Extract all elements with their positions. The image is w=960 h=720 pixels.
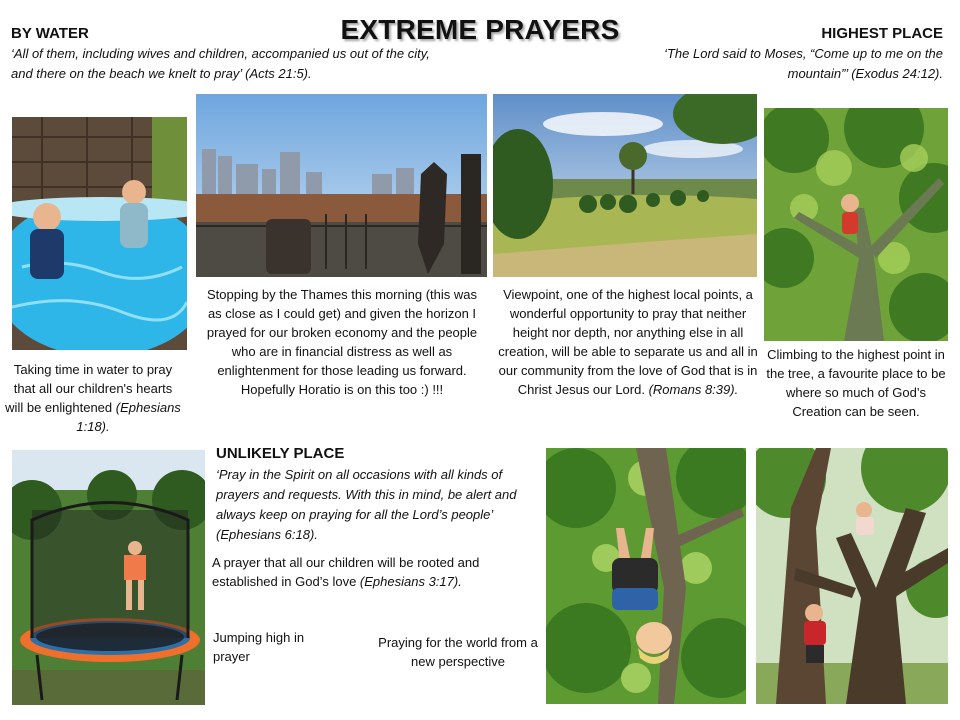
highest-place-heading: HIGHEST PLACE <box>821 25 943 42</box>
viewpoint-photo <box>493 94 757 277</box>
upside-down-caption: Praying for the world from a new perspective <box>378 635 538 669</box>
tree-climb-caption: Climbing to the highest point in the tree, a favourite place to be where so much of God’s Creation can be seen. <box>766 347 946 419</box>
pool-caption: Taking time in water to pray that all our children's hearts will be enlightened (Ephesians 1:18). <box>5 362 181 434</box>
pool-photo <box>12 117 187 350</box>
tree-climb-photo <box>764 108 948 341</box>
trampoline-caption: Jumping high in prayer <box>213 630 305 664</box>
viewpoint-caption: Viewpoint, one of the highest local points, a wonderful opportunity to pray that neither height nor depth, nor anything else in all creation, will be able to separate us and all in our community from the love of God that is in Christ Jesus our Lord. (Romans 8:39). <box>498 287 758 397</box>
upside-down-photo <box>546 448 746 704</box>
unlikely-place-caption: A prayer that all our children will be rooted and established in God’s love (Ephesians 3:17). <box>212 555 480 589</box>
unlikely-place-quote: ‘Pray in the Spirit on all occasions with all kinds of prayers and requests. With this in mind, be alert and always keep on praying for all the Lord’s people’ (Ephesians 6:18). <box>216 467 517 542</box>
highest-place-quote: ‘The Lord said to Moses, “Come up to me on the mountain”’ (Exodus 24:12). <box>664 46 943 81</box>
trampoline-photo <box>12 450 205 705</box>
by-water-heading: BY WATER <box>11 25 89 42</box>
page-title: EXTREME PRAYERS <box>340 14 620 45</box>
by-water-quote: ‘All of them, including wives and children, accompanied us out of the city, and there on the beach we knelt to pray’ (Acts 21:5). <box>11 46 430 81</box>
unlikely-place-heading: UNLIKELY PLACE <box>216 445 345 462</box>
big-tree-photo <box>756 448 948 704</box>
thames-photo <box>196 94 487 277</box>
thames-caption: Stopping by the Thames this morning (this was as close as I could get) and given the horizon I prayed for our broken economy and the people who are in financial distress as well as enlightenment for those leading us forward. Hopefully Horatio is on this too :) !!! <box>206 287 478 397</box>
